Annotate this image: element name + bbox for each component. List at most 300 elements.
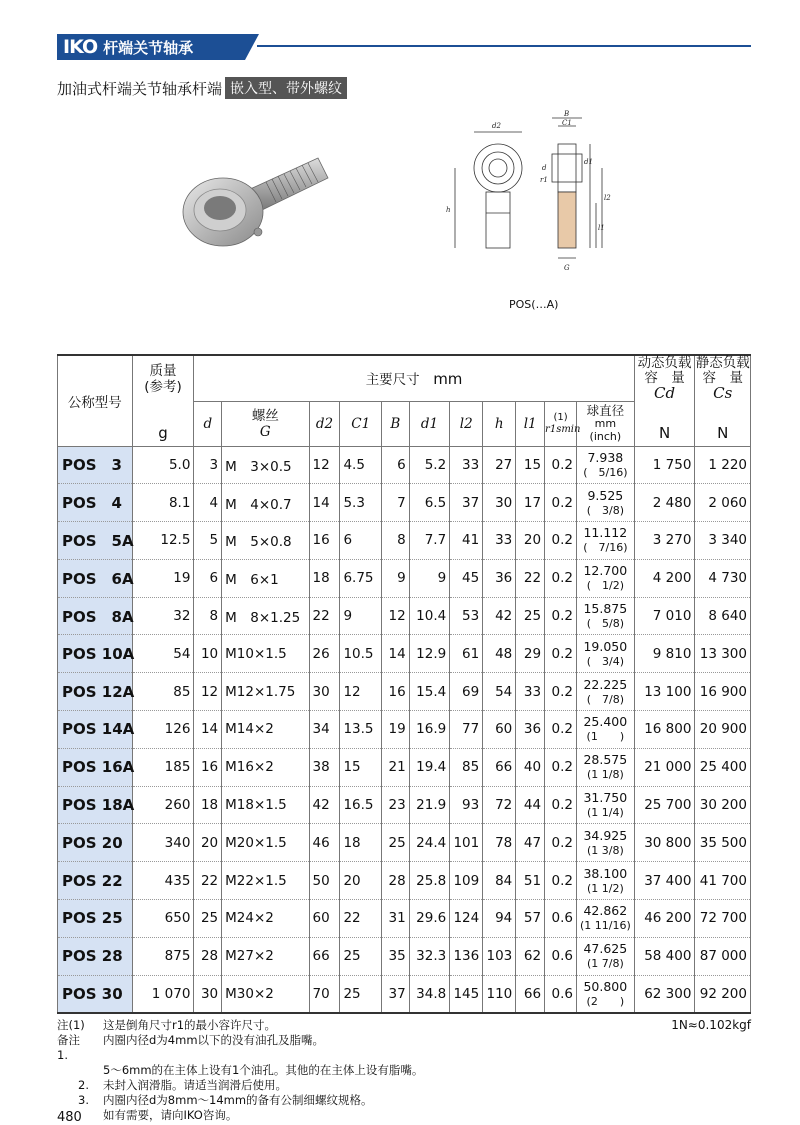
cell-mass: 32 [132,597,194,635]
header-d2: d2 [309,401,340,446]
cell-d: 22 [194,862,222,900]
cell-cd: 9 810 [634,635,695,673]
cell-c1: 15 [340,748,382,786]
section-subtitle [57,77,347,99]
cell-ball: 9.525 ( 3/8) [577,484,635,522]
cell-c1: 25 [340,975,382,1013]
label-l1: l1 [598,224,605,232]
table-row [58,559,751,597]
cell-d1: 5.2 [409,446,450,484]
cell-model: POS 28 [58,937,133,975]
cell-l2: 33 [450,446,483,484]
cell-ball: 25.400 (1 ) [577,711,635,749]
cell-d1: 16.9 [409,711,450,749]
cell-cd: 25 700 [634,786,695,824]
cell-c1: 20 [340,862,382,900]
header-B: B [382,401,410,446]
subtitle-tag: 嵌入型、带外螺纹 [225,77,347,99]
label-d2: d2 [492,122,501,130]
cell-d2: 18 [309,559,340,597]
cell-l2: 37 [450,484,483,522]
cell-d: 20 [194,824,222,862]
table-row [58,446,751,484]
page-number: 480 [57,1110,82,1125]
table-row [58,900,751,938]
cell-r: 0.2 [545,673,577,711]
cell-cd: 62 300 [634,975,695,1013]
cell-l1: 66 [516,975,545,1013]
ball-bore [204,196,236,220]
cell-d2: 14 [309,484,340,522]
cell-mass: 340 [132,824,194,862]
header-cs: 静态负载 容 量 Cs [695,355,750,402]
note1-key: 注(1) [57,1018,85,1032]
cell-d1: 25.8 [409,862,450,900]
cell-g: M27×2 [222,937,309,975]
side-body [558,144,576,192]
cell-c1: 22 [340,900,382,938]
cell-mass: 1 070 [132,975,194,1013]
cell-cs: 4 730 [695,559,751,597]
cell-cs: 3 340 [695,522,751,560]
cell-cd: 30 800 [634,824,695,862]
label-G: G [564,264,570,272]
cell-d1: 15.4 [409,673,450,711]
header-cd: 动态负载 容 量 Cd [634,355,695,401]
iko-logo: IKO [63,36,98,58]
cell-d: 25 [194,900,222,938]
cell-model: POS 3 [58,446,133,484]
cell-r: 0.2 [545,597,577,635]
cell-d: 28 [194,937,222,975]
cell-l2: 45 [450,559,483,597]
table-row [58,635,751,673]
cell-model: POS 10A [58,635,133,673]
cell-d: 5 [194,522,222,560]
cell-h: 30 [483,484,516,522]
cell-h: 36 [483,559,516,597]
header-cs-unit: N [695,401,751,446]
header-ball: 球直径 mm (inch) [577,401,635,446]
label-h: h [446,206,451,214]
cell-d2: 16 [309,522,340,560]
front-housing [474,144,522,192]
cell-h: 103 [483,937,516,975]
cell-g: M 6×1 [222,559,309,597]
cell-r: 0.2 [545,786,577,824]
cell-b: 31 [382,900,410,938]
cell-h: 27 [483,446,516,484]
cell-c1: 25 [340,937,382,975]
header-model: 公称型号 [58,355,133,446]
header-mass: 质量 (参考) [132,355,194,401]
cell-l2: 124 [450,900,483,938]
cell-l1: 25 [516,597,545,635]
header-r: (1) r1smin [545,401,577,446]
cell-h: 84 [483,862,516,900]
cell-l2: 85 [450,748,483,786]
cell-h: 60 [483,711,516,749]
table-row [58,522,751,560]
remark2-key: 2. [78,1078,89,1092]
cell-l2: 101 [450,824,483,862]
cell-cd: 46 200 [634,900,695,938]
cell-l1: 40 [516,748,545,786]
cell-d2: 30 [309,673,340,711]
cell-cd: 13 100 [634,673,695,711]
cell-ball: 47.625 (1 7/8) [577,937,635,975]
cell-d2: 26 [309,635,340,673]
header-C1: C1 [340,401,382,446]
cell-cd: 7 010 [634,597,695,635]
cell-cs: 2 060 [695,484,751,522]
cell-b: 8 [382,522,410,560]
cell-mass: 8.1 [132,484,194,522]
subtitle-main: 加油式杆端关节轴承杆端 [57,79,223,98]
cell-d2: 60 [309,900,340,938]
cell-model: POS 5A [58,522,133,560]
cell-d: 18 [194,786,222,824]
table-row [58,786,751,824]
cell-model: POS 18A [58,786,133,824]
notes [57,1018,751,1123]
cell-d1: 34.8 [409,975,450,1013]
cell-d2: 12 [309,446,340,484]
cell-r: 0.2 [545,484,577,522]
cell-ball: 31.750 (1 1/4) [577,786,635,824]
cell-ball: 34.925 (1 3/8) [577,824,635,862]
remark3-key: 3. [78,1093,89,1107]
cell-b: 21 [382,748,410,786]
grease-nipple [254,228,262,236]
cell-b: 6 [382,446,410,484]
header-thread: 螺丝 G [222,401,309,446]
cell-cd: 37 400 [634,862,695,900]
cell-b: 37 [382,975,410,1013]
label-l2: l2 [604,194,611,202]
label-r1: r1 [540,176,548,184]
cell-cd: 21 000 [634,748,695,786]
cell-b: 14 [382,635,410,673]
cell-d: 12 [194,673,222,711]
cell-b: 12 [382,597,410,635]
cell-mass: 875 [132,937,194,975]
table-row [58,862,751,900]
cell-d: 8 [194,597,222,635]
table-row [58,597,751,635]
cell-model: POS 25 [58,900,133,938]
cell-r: 0.2 [545,824,577,862]
cell-b: 28 [382,862,410,900]
cell-cs: 20 900 [695,711,751,749]
front-ball [482,152,514,184]
cell-model: POS 12A [58,673,133,711]
cell-r: 0.6 [545,900,577,938]
cell-l1: 15 [516,446,545,484]
cell-r: 0.6 [545,975,577,1013]
cell-g: M10×1.5 [222,635,309,673]
cell-l1: 20 [516,522,545,560]
cell-g: M 4×0.7 [222,484,309,522]
header-h: h [483,401,516,446]
cell-model: POS 16A [58,748,133,786]
cell-cd: 16 800 [634,711,695,749]
cell-l2: 136 [450,937,483,975]
cell-h: 66 [483,748,516,786]
cell-cs: 92 200 [695,975,751,1013]
cell-cs: 35 500 [695,824,751,862]
header-rule [257,45,751,47]
cell-ball: 11.112 ( 7/16) [577,522,635,560]
cell-g: M12×1.75 [222,673,309,711]
cell-r: 0.2 [545,559,577,597]
cell-b: 23 [382,786,410,824]
cell-mass: 85 [132,673,194,711]
cell-c1: 6 [340,522,382,560]
header-box [57,34,245,60]
remark3b: 如有需要，请向IKO咨询。 [103,1108,238,1122]
cell-c1: 12 [340,673,382,711]
cell-cd: 1 750 [634,446,695,484]
cell-d1: 32.3 [409,937,450,975]
cell-cd: 58 400 [634,937,695,975]
cell-d: 16 [194,748,222,786]
remark2: 未封入润滑脂。请适当润滑后使用。 [103,1078,287,1092]
cell-g: M 3×0.5 [222,446,309,484]
cell-mass: 19 [132,559,194,597]
cell-model: POS 8A [58,597,133,635]
cell-d1: 24.4 [409,824,450,862]
cell-d2: 70 [309,975,340,1013]
cell-l1: 44 [516,786,545,824]
cell-d1: 12.9 [409,635,450,673]
cell-h: 110 [483,975,516,1013]
cell-r: 0.2 [545,446,577,484]
cell-d1: 29.6 [409,900,450,938]
cell-model: POS 22 [58,862,133,900]
cell-cs: 87 000 [695,937,751,975]
cell-mass: 12.5 [132,522,194,560]
cell-l2: 53 [450,597,483,635]
cell-h: 94 [483,900,516,938]
table-row [58,673,751,711]
cell-h: 54 [483,673,516,711]
cell-c1: 10.5 [340,635,382,673]
cell-d: 14 [194,711,222,749]
cell-cs: 16 900 [695,673,751,711]
cell-l1: 33 [516,673,545,711]
cell-g: M 8×1.25 [222,597,309,635]
cell-b: 9 [382,559,410,597]
label-B: B [564,110,570,118]
header-cd-unit: N [634,401,695,446]
cell-model: POS 6A [58,559,133,597]
table-row [58,748,751,786]
cell-l2: 77 [450,711,483,749]
cell-l2: 41 [450,522,483,560]
unit-note: 1N≈0.102kgf [671,1018,751,1032]
cell-cs: 13 300 [695,635,751,673]
cell-l1: 17 [516,484,545,522]
cell-g: M 5×0.8 [222,522,309,560]
cell-c1: 6.75 [340,559,382,597]
dimension-drawing [440,108,630,278]
cell-model: POS 14A [58,711,133,749]
cell-mass: 260 [132,786,194,824]
remark-key: 备注1. [57,1033,80,1062]
cell-b: 19 [382,711,410,749]
header-title: 杆端关节轴承 [103,38,194,57]
side-shank [558,192,576,248]
remark3: 内圈内径d为8mm～14mm的备有公制细螺纹规格。 [103,1093,373,1107]
cell-l1: 51 [516,862,545,900]
cell-c1: 4.5 [340,446,382,484]
cell-mass: 435 [132,862,194,900]
note1: 这是倒角尺寸r1的最小容许尺寸。 [103,1018,277,1032]
cell-ball: 15.875 ( 5/8) [577,597,635,635]
front-shank [486,192,510,248]
cell-mass: 5.0 [132,446,194,484]
cell-h: 72 [483,786,516,824]
cell-c1: 18 [340,824,382,862]
cell-d1: 10.4 [409,597,450,635]
cell-d: 30 [194,975,222,1013]
cell-g: M22×1.5 [222,862,309,900]
table-row [58,711,751,749]
cell-ball: 22.225 ( 7/8) [577,673,635,711]
remark1: 内圈内径d为4mm以下的没有油孔及脂嘴。 [103,1033,325,1047]
cell-mass: 650 [132,900,194,938]
figure-caption: POS(…A) [509,298,559,311]
header-dims: 主要尺寸 mm [194,355,634,401]
cell-g: M18×1.5 [222,786,309,824]
cell-h: 42 [483,597,516,635]
cell-mass: 185 [132,748,194,786]
cell-d1: 19.4 [409,748,450,786]
cell-cd: 3 270 [634,522,695,560]
cell-model: POS 20 [58,824,133,862]
cell-r: 0.2 [545,711,577,749]
product-photo [178,150,338,260]
header-d: d [194,401,222,446]
cell-l1: 36 [516,711,545,749]
cell-cs: 41 700 [695,862,751,900]
cell-l1: 47 [516,824,545,862]
cell-d1: 7.7 [409,522,450,560]
cell-cs: 8 640 [695,597,751,635]
cell-c1: 16.5 [340,786,382,824]
cell-d: 4 [194,484,222,522]
cell-d2: 46 [309,824,340,862]
table-row [58,484,751,522]
cell-d2: 38 [309,748,340,786]
table-row [58,937,751,975]
table-row [58,824,751,862]
header-l2: l2 [450,401,483,446]
cell-ball: 12.700 ( 1/2) [577,559,635,597]
header-d1: d1 [409,401,450,446]
cell-d2: 50 [309,862,340,900]
cell-l1: 57 [516,900,545,938]
cell-r: 0.2 [545,748,577,786]
cell-d1: 9 [409,559,450,597]
cell-d2: 34 [309,711,340,749]
front-bore [489,159,507,177]
cell-d: 10 [194,635,222,673]
side-ball [552,154,582,182]
cell-d1: 6.5 [409,484,450,522]
cell-ball: 38.100 (1 1/2) [577,862,635,900]
cell-h: 33 [483,522,516,560]
label-C1: C1 [562,119,572,127]
cell-l2: 93 [450,786,483,824]
cell-l1: 22 [516,559,545,597]
remark1b: 5～6mm的在主体上设有1个油孔。其他的在主体上设有脂嘴。 [103,1063,424,1077]
cell-r: 0.2 [545,862,577,900]
cell-h: 78 [483,824,516,862]
cell-h: 48 [483,635,516,673]
cell-cs: 25 400 [695,748,751,786]
cell-l2: 145 [450,975,483,1013]
label-d: d [542,164,547,172]
cell-ball: 7.938 ( 5/16) [577,446,635,484]
spec-table [57,354,751,1014]
cell-d2: 42 [309,786,340,824]
cell-cd: 4 200 [634,559,695,597]
cell-g: M16×2 [222,748,309,786]
cell-g: M20×1.5 [222,824,309,862]
cell-d: 6 [194,559,222,597]
header-mass-unit: g [132,401,194,446]
cell-b: 16 [382,673,410,711]
cell-b: 7 [382,484,410,522]
cell-g: M24×2 [222,900,309,938]
cell-mass: 54 [132,635,194,673]
cell-l2: 109 [450,862,483,900]
cell-g: M30×2 [222,975,309,1013]
cell-c1: 9 [340,597,382,635]
cell-b: 25 [382,824,410,862]
label-d1: d1 [584,158,593,166]
cell-r: 0.2 [545,635,577,673]
cell-d2: 66 [309,937,340,975]
cell-mass: 126 [132,711,194,749]
cell-model: POS 30 [58,975,133,1013]
page-header [57,34,751,60]
cell-r: 0.6 [545,937,577,975]
cell-d: 3 [194,446,222,484]
cell-model: POS 4 [58,484,133,522]
cell-cd: 2 480 [634,484,695,522]
cell-ball: 42.862 (1 11/16) [577,900,635,938]
cell-d1: 21.9 [409,786,450,824]
cell-r: 0.2 [545,522,577,560]
cell-ball: 28.575 (1 1/8) [577,748,635,786]
cell-d2: 22 [309,597,340,635]
cell-l1: 62 [516,937,545,975]
cell-cs: 1 220 [695,446,751,484]
cell-c1: 5.3 [340,484,382,522]
cell-cs: 30 200 [695,786,751,824]
cell-ball: 50.800 (2 ) [577,975,635,1013]
cell-cs: 72 700 [695,900,751,938]
cell-g: M14×2 [222,711,309,749]
header-box-edge [245,34,259,60]
cell-l1: 29 [516,635,545,673]
cell-ball: 19.050 ( 3/4) [577,635,635,673]
table-row [58,975,751,1013]
cell-l2: 69 [450,673,483,711]
